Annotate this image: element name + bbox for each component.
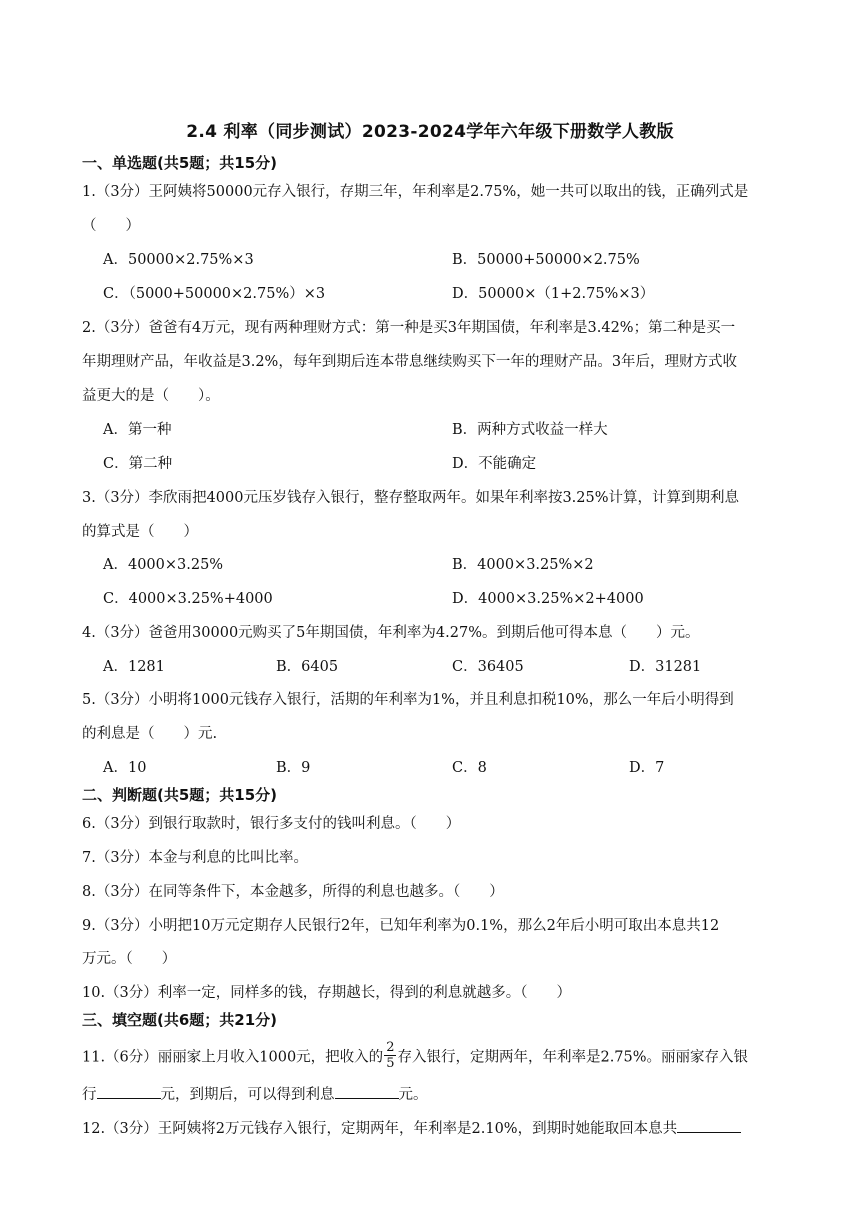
q2-option-b: B．两种方式收益一样大 xyxy=(452,422,608,438)
answer-blank[interactable] xyxy=(677,1118,741,1133)
section-fill-blank: 三、填空题(共6题；共21分) xyxy=(82,1011,278,1029)
q3-option-a: A．4000×3.25% xyxy=(103,557,224,573)
question-2-cont: 年期理财产品，年收益是3.2%，每年到期后连本带息继续购买下一年的理财产品。3年后，理财方式收 xyxy=(82,354,738,370)
q2-option-d: D．不能确定 xyxy=(452,456,537,472)
q5-option-a: A．10 xyxy=(103,760,147,776)
page-title: 2.4 利率（同步测试）2023-2024学年六年级下册数学人教版 xyxy=(186,122,674,142)
q3-option-c: C．4000×3.25%+4000 xyxy=(103,591,273,607)
question-4: 4.（3分）爸爸用30000元购买了5年期国债，年利率为4.27%。到期后他可得本息（ ）元。 xyxy=(82,625,700,641)
q5-option-d: D．7 xyxy=(629,760,665,776)
q1-option-a: A．50000×2.75%×3 xyxy=(103,252,254,268)
q2-option-a: A．第一种 xyxy=(103,422,172,438)
q1-option-b: B．50000+50000×2.75% xyxy=(452,252,640,268)
q12-text: 12.（3分）王阿姨将2万元钱存入银行，定期两年，年利率是2.10%，到期时她能取回本息共 xyxy=(82,1121,678,1137)
q4-option-d: D．31281 xyxy=(629,659,702,675)
section-true-false: 二、判断题(共5题；共15分) xyxy=(82,786,278,804)
q2-option-c: C．第二种 xyxy=(103,456,173,472)
question-3: 3.（3分）李欣雨把4000元压岁钱存入银行，整存整取两年。如果年利率按3.25%计算，计算到期利息 xyxy=(82,490,740,506)
q1-option-c: C．（5000+50000×2.75%）×3 xyxy=(103,286,326,302)
question-7: 7.（3分）本金与利息的比叫比率。 xyxy=(82,850,309,866)
q11-text-c: 行 xyxy=(82,1087,97,1103)
q5-option-b: B．9 xyxy=(276,760,311,776)
question-1-cont: （ ） xyxy=(82,218,140,234)
question-11-cont xyxy=(82,1083,428,1104)
q4-option-b: B．6405 xyxy=(276,659,339,675)
q5-option-c: C．8 xyxy=(452,760,487,776)
q4-option-c: C．36405 xyxy=(452,659,524,675)
question-6: 6.（3分）到银行取款时，银行多支付的钱叫利息。（ ） xyxy=(82,816,461,832)
question-12 xyxy=(82,1117,741,1138)
answer-blank[interactable] xyxy=(335,1084,399,1099)
question-1: 1.（3分）王阿姨将50000元存入银行，存期三年，年利率是2.75%，她一共可以取出的钱，正确列式是 xyxy=(82,184,749,200)
fraction-numerator: 2 xyxy=(386,1040,395,1055)
fraction xyxy=(384,1040,396,1071)
question-3-cont: 的算式是（ ） xyxy=(82,524,198,540)
q1-option-d: D．50000×（1+2.75%×3） xyxy=(452,286,655,302)
question-5-cont: 的利息是（ ）元. xyxy=(82,726,218,742)
q11-text-e: 元。 xyxy=(398,1087,428,1103)
section-single-choice: 一、单选题(共5题；共15分) xyxy=(82,154,278,172)
question-10: 10.（3分）利率一定，同样多的钱，存期越长，得到的利息就越多。（ ） xyxy=(82,985,572,1001)
question-9-cont: 万元。（ ） xyxy=(82,951,177,967)
fraction-denominator: 5 xyxy=(386,1056,395,1071)
q3-option-d: D．4000×3.25%×2+4000 xyxy=(452,591,644,607)
q3-option-b: B．4000×3.25%×2 xyxy=(452,557,594,573)
q11-text-d: 元，到期后，可以得到利息 xyxy=(160,1087,335,1103)
question-5: 5.（3分）小明将1000元钱存入银行，活期的年利率为1%，并且利息扣税10%，那么一年后小明得到 xyxy=(82,692,734,708)
question-9: 9.（3分）小明把10万元定期存人民银行2年，已知年利率为0.1%，那么2年后小明可取出本息共12 xyxy=(82,918,720,934)
q11-text-b: 存入银行，定期两年，年利率是2.75%。丽丽家存入银 xyxy=(397,1049,749,1066)
question-2-cont2: 益更大的是（ ）。 xyxy=(82,388,220,404)
question-8: 8.（3分）在同等条件下，本金越多，所得的利息也越多。（ ） xyxy=(82,884,504,900)
answer-blank[interactable] xyxy=(97,1084,161,1099)
question-11 xyxy=(82,1042,748,1073)
q4-option-a: A．1281 xyxy=(103,659,165,675)
q11-text-a: 11.（6分）丽丽家上月收入1000元，把收入的 xyxy=(82,1049,384,1066)
question-2: 2.（3分）爸爸有4万元，现有两种理财方式：第一种是买3年期国债，年利率是3.42%；第二种是买一 xyxy=(82,320,736,336)
